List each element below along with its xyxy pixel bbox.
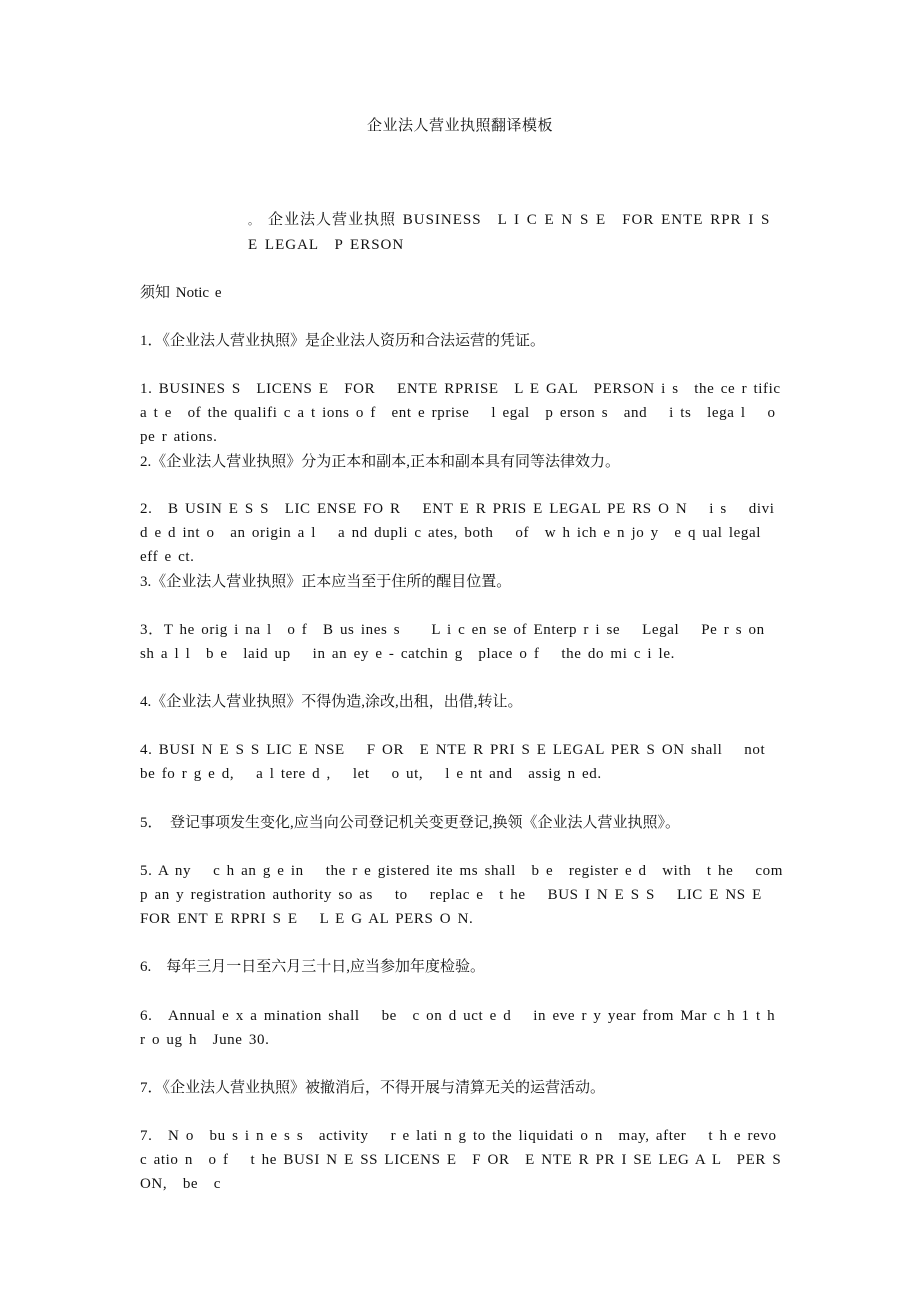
document-title: 企业法人营业执照翻译模板 (366, 118, 553, 134)
paragraph-5-english: 5. A ny c h an g e in the r e gistered ite ms shall b e register e d with t he com p an y registration authority so as to replac e t he BUS I N E S S LIC E NS E FOR ENT E RPRI S E L E G AL PERS O N. (140, 863, 783, 927)
notice-label: 须知 Notic e (140, 285, 222, 301)
paragraph-4-chinese: 4.《企业法人营业执照》不得伪造,涂改,出租，出借,转让。 (140, 694, 523, 710)
paragraph-1-english: 1. BUSINES S LICENS E FOR ENTE RPRISE L E GAL PERSON i s the ce r tific a t e of the qualifi c a t ions o f ent e rprise l egal p erson s and i ts lega l o pe r ations. (140, 381, 781, 445)
paragraph-6-chinese: 6. 每年三月一日至六月三十日,应当参加年度检验。 (140, 959, 486, 975)
license-heading (140, 208, 785, 257)
paragraph-6-english: 6. Annual e x a mination shall be c on d uct e d in eve r y year from Mar c h 1 t h r o ug h June 30. (140, 1008, 791, 1048)
paragraph-3-english: 3．T he orig i na l o f B us ines s L i c en se of Enterp r i se Legal Pe r s on sh a l l b e laid up in an ey e - catchin g place o f the do mi c i le. (140, 622, 765, 662)
heading-text: 企业法人营业执照 BUSINESS L I C E N S E FOR ENTE RPR I S E LEGAL P ERSON (248, 212, 771, 253)
paragraph-5-chinese: 5． 登记事项发生变化,应当向公司登记机关变更登记,换领《企业法人营业执照》。 (140, 815, 681, 831)
paragraph-1-chinese: 1．《企业法人营业执照》是企业法人资历和合法运营的凭证。 (140, 333, 546, 349)
paragraph-7-chinese: 7．《企业法人营业执照》被撤消后，不得开展与清算无关的运营活动。 (140, 1080, 606, 1096)
paragraph-2-chinese: 2.《企业法人营业执照》分为正本和副本,正本和副本具有同等法律效力。 (140, 454, 621, 470)
paragraph-4-english: 4. BUSI N E S S LIC E NSE F OR E NTE R PRI S E LEGAL PER S ON shall not be fo r g e d, a l tere d , let o ut, l e nt and assig n ed. (140, 742, 766, 782)
paragraph-7-english: 7. N o bu s i n e s s activity r e lati n g to the liquidati o n may, after t h e revo c atio n o f t he BUSI N E SS LICENS E F OR E NTE R PR I SE LEG A L PER S ON, be c (140, 1128, 782, 1192)
paragraph-2-english: 2. B USIN E S S LIC ENSE FO R ENT E R PRIS E LEGAL PE RS O N i s divi d e d int o an origin a l a nd dupli c ates, both of w h ich e n jo y e q ual legal eff e ct. (140, 501, 775, 565)
heading-bullet: 。 (248, 215, 260, 227)
paragraph-3-chinese: 3.《企业法人营业执照》正本应当至于住所的醒目位置。 (140, 574, 512, 590)
